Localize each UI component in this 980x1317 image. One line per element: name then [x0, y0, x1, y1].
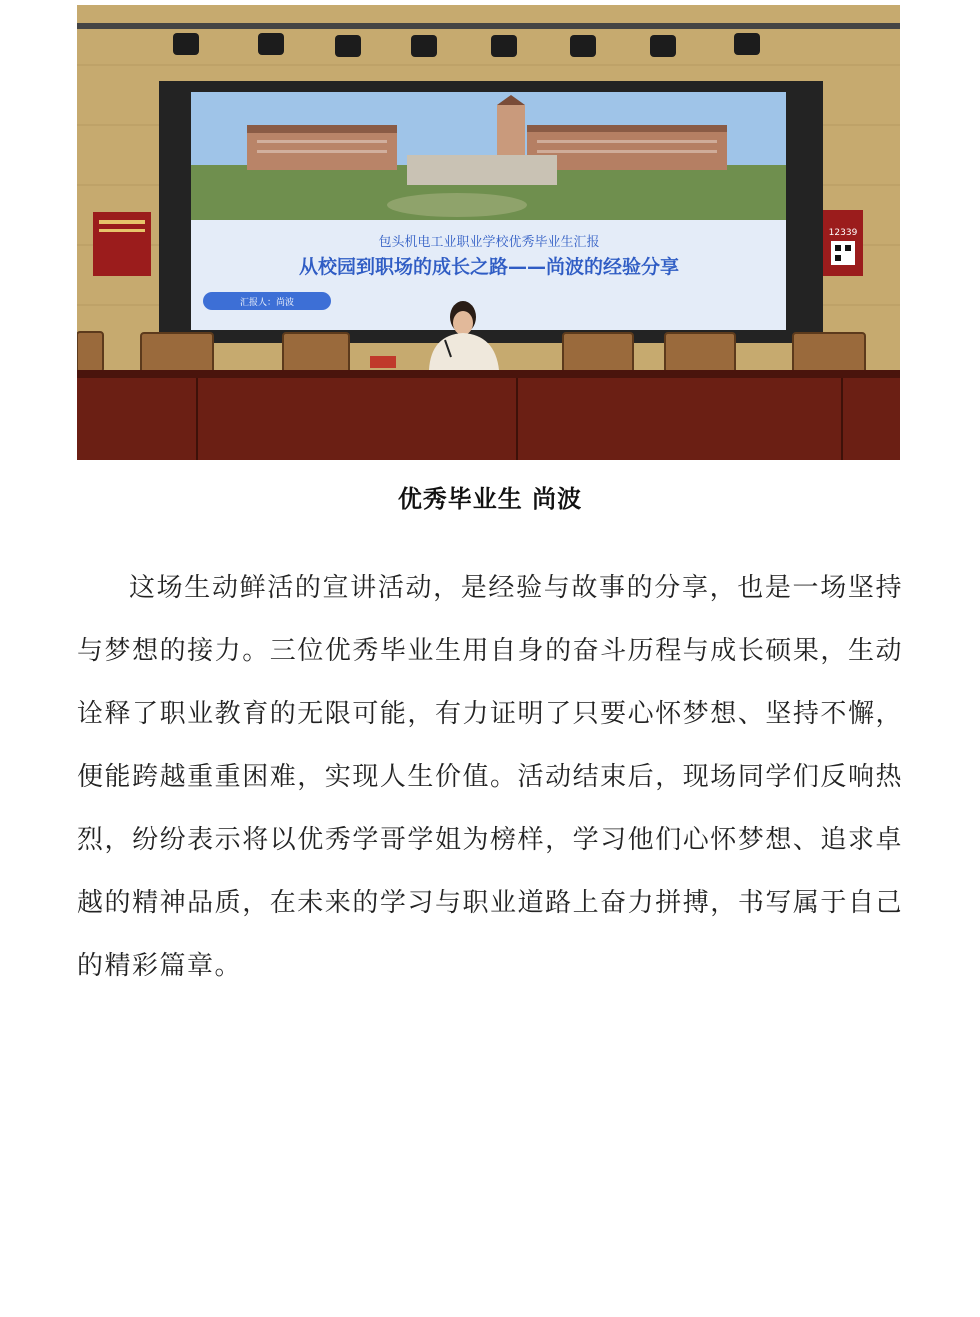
photo-caption: 优秀毕业生 尚波	[397, 485, 583, 513]
body-paragraph: 这场生动鲜活的宣讲活动，是经验与故事的分享，也是一场坚持与梦想的接力。三位优秀毕业生用自身的奋斗历程与成长硕果，生动诠释了职业教育的无限可能，有力证明了只要心怀梦想、坚持不懈，便能跨越重重困难，实现人生价值。活动结束后，现场同学们反响热烈，纷纷表示将以优秀学哥学姐为榜样，学习他们心怀梦想、追求卓越的精神品质，在未来的学习与职业道路上奋力拼搏，书写属于自己的精彩篇章。	[77, 573, 903, 981]
campus-image	[191, 92, 786, 220]
name-card	[370, 356, 396, 368]
auditorium-scene	[77, 5, 900, 460]
screen-presenter: 汇报人：尚波	[239, 298, 295, 308]
screen-heading: 从校园到职场的成长之路——尚波的经验分享	[298, 256, 680, 278]
screen-subtitle: 包头机电工业职业学校优秀毕业生汇报	[378, 235, 600, 250]
desk	[77, 370, 900, 460]
event-photo	[77, 5, 900, 460]
qr-code-icon	[831, 241, 855, 265]
right-poster-number: 12339	[828, 228, 858, 238]
